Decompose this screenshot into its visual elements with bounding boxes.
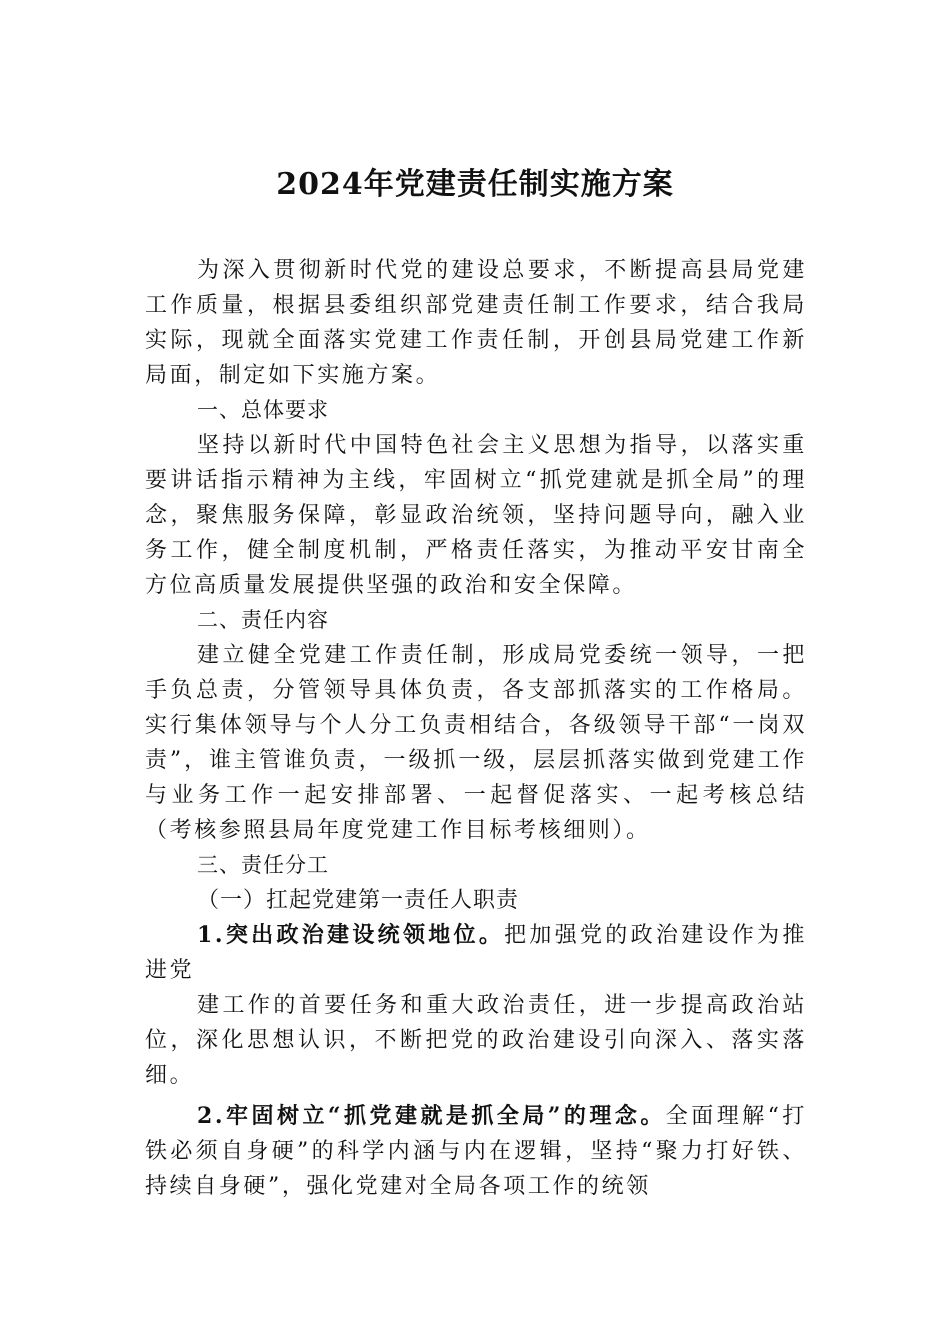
document-title: 2024年党建责任制实施方案 <box>276 167 674 202</box>
section-text-general: 坚持以新时代中国特色社会主义思想为指导，以落实重要讲话指示精神为主线，牢固树立“抓党建就是抓全局”的理念，聚焦服务保障，彰显政治统领，坚持问题导向，融入业务工作，健全制度机制，严格责任落实，为推动平安甘南全方位高质量发展提供坚强的政治和安全保障。 <box>145 433 807 598</box>
item-1-continuation: 建工作的首要任务和重大政治责任，进一步提高政治站位，深化思想认识，不断把党的政治建设引向深入、落实落细。 <box>145 993 807 1088</box>
item-1-lead: 1.突出政治建设统领地位。 <box>197 922 505 948</box>
section-heading-division: 三、责任分工 <box>197 853 329 877</box>
subsection-heading: （一）扛起党建第一责任人职责 <box>197 888 520 913</box>
item-2-text: 全面理解“打铁必须自身硬”的科学内涵与内在逻辑，坚持“聚力打好铁、持续自身硬”，强化党建对全局各项工作的统领 <box>145 1104 807 1199</box>
item-2 <box>145 1099 807 1204</box>
section-text-content: 建立健全党建工作责任制，形成局党委统一领导，一把手负总责，分管领导具体负责，各支部抓落实的工作格局。实行集体领导与个人分工负责相结合，各级领导干部“一岗双责”，谁主管谁负责，一级抓一级，层层抓落实做到党建工作与业务工作一起安排部署、一起督促落实、一起考核总结（考核参照县局年度党建工作目标考核细则）。 <box>145 643 807 843</box>
section-heading-content: 二、责任内容 <box>197 608 329 632</box>
item-2-lead: 2.牢固树立“抓党建就是抓全局”的理念。 <box>197 1103 666 1129</box>
item-1-text: 把加强党的政治建设作为推进党 <box>145 923 807 983</box>
intro-paragraph: 为深入贯彻新时代党的建设总要求，不断提高县局党建工作质量，根据县委组织部党建责任制工作要求，结合我局实际，现就全面落实党建工作责任制，开创县局党建工作新局面，制定如下实施方案。 <box>145 258 807 388</box>
section-heading-general: 一、总体要求 <box>197 398 329 422</box>
document-body <box>145 253 807 1204</box>
item-1 <box>145 918 807 988</box>
